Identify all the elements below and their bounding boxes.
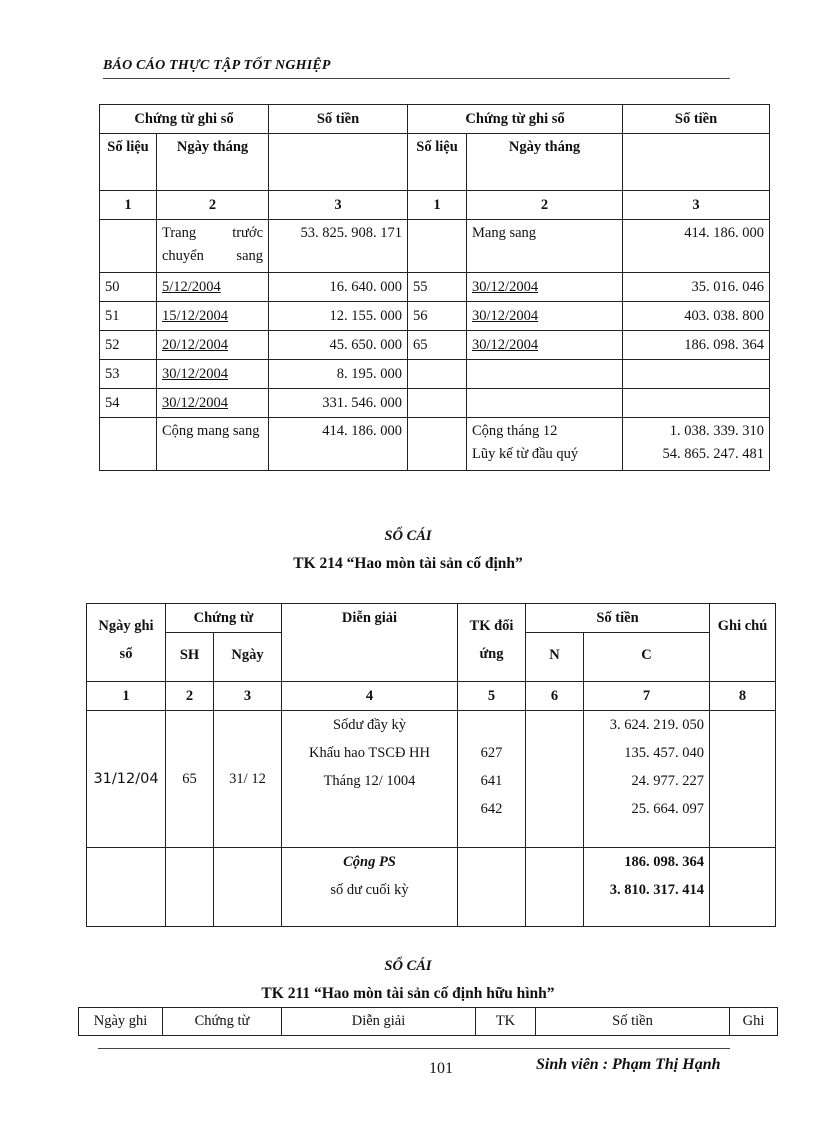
- brought-forward-label: Mang sang: [467, 220, 623, 273]
- voucher-amount: 403. 038. 800: [623, 302, 770, 331]
- table-row: [100, 389, 770, 418]
- report-header-title: BÁO CÁO THỰC TẬP TỐT NGHIỆP: [103, 58, 331, 73]
- header-divider: [103, 78, 730, 79]
- total-amounts: [584, 848, 710, 927]
- voucher-number: 65: [408, 331, 467, 360]
- contra-account: 627: [480, 745, 503, 761]
- carry-forward-label: Trang trước chuyển sang: [157, 220, 269, 273]
- month-label: Tháng 12/ 1004: [323, 773, 416, 789]
- closing-balance-label: số dư cuối kỳ: [330, 882, 409, 898]
- ledger-subtitle: TK 214 “Hao mòn tài sản cố định”: [293, 555, 523, 572]
- table-row: [100, 134, 770, 191]
- index-cell: 1: [87, 682, 166, 711]
- col-header-debit: N: [526, 633, 584, 682]
- voucher-amount: [623, 360, 770, 389]
- voucher-number: 54: [100, 389, 157, 418]
- voucher-number: 53: [100, 360, 157, 389]
- voucher-amount: 331. 546. 000: [269, 389, 408, 418]
- voucher-amount: 16. 640. 000: [269, 273, 408, 302]
- ledger-title: SỔ CÁI: [384, 528, 432, 544]
- carry-over-total-label: Cộng mang sang: [157, 418, 269, 471]
- table-row: [100, 105, 770, 134]
- table-row: [100, 302, 770, 331]
- voucher-number: [408, 360, 467, 389]
- credit-amount: 3. 624. 219. 050: [609, 717, 705, 733]
- opening-balance-label: Sốdư đầy kỳ: [332, 717, 407, 733]
- col-header-number: Số liệu: [100, 134, 157, 191]
- col-header-description: Diễn giải: [282, 1008, 476, 1036]
- voucher-date: 30/12/2004: [467, 331, 623, 360]
- voucher-date: 30/12/2004: [467, 273, 623, 302]
- footer-divider: [98, 1048, 730, 1049]
- voucher-amount: 12. 155. 000: [269, 302, 408, 331]
- voucher-number: 52: [100, 331, 157, 360]
- voucher-amount: 35. 016. 046: [623, 273, 770, 302]
- voucher-number: [408, 389, 467, 418]
- index-cell: 2: [467, 191, 623, 220]
- voucher-number: 55: [408, 273, 467, 302]
- student-name: Sinh viên : Phạm Thị Hạnh: [536, 1056, 721, 1073]
- closing-balance-amount: 3. 810. 317. 414: [609, 882, 705, 898]
- voucher-date: [467, 360, 623, 389]
- col-header-date: Ngày tháng: [157, 134, 269, 191]
- voucher-amount: [623, 389, 770, 418]
- col-header-voucher: Chứng từ ghi sổ: [100, 105, 269, 134]
- voucher-date: 30/12/2004: [157, 389, 269, 418]
- credit-amount: 25. 664. 097: [631, 801, 705, 817]
- col-header-voucher-right: Chứng từ ghi sổ: [408, 105, 623, 134]
- col-header-note: Ghi chú: [710, 604, 776, 682]
- col-header-voucher: Chứng từ: [166, 604, 282, 633]
- entry-day: 31/ 12: [214, 711, 282, 848]
- col-header-description: Diễn giải: [282, 604, 458, 682]
- table-row: [87, 682, 776, 711]
- carry-over-total-amount: 414. 186. 000: [269, 418, 408, 471]
- total-labels: [282, 848, 458, 927]
- table-row: [100, 331, 770, 360]
- col-header-record-date: Ngày ghi sổ: [87, 604, 166, 682]
- voucher-date: [467, 389, 623, 418]
- index-cell: 2: [157, 191, 269, 220]
- voucher-number: 50: [100, 273, 157, 302]
- quarter-cumulative-amount: 54. 865. 247. 481: [662, 446, 765, 462]
- col-header-contra-account: TK đối ứng: [458, 604, 526, 682]
- voucher-table: [99, 104, 770, 471]
- quarter-cumulative-label: Lũy kế từ đầu quý: [472, 446, 579, 462]
- index-cell: 8: [710, 682, 776, 711]
- ledger2-title: SỔ CÁI: [384, 958, 432, 974]
- table-row: [100, 418, 770, 471]
- voucher-date: 20/12/2004: [157, 331, 269, 360]
- entry-description: [282, 711, 458, 848]
- col-header-amount-right: Số tiền: [623, 105, 770, 134]
- index-cell: 5: [458, 682, 526, 711]
- index-cell: 3: [214, 682, 282, 711]
- credit-amount: 24. 977. 227: [631, 773, 705, 789]
- index-cell: 1: [100, 191, 157, 220]
- voucher-date: 5/12/2004: [157, 273, 269, 302]
- col-header-note: Ghi: [730, 1008, 778, 1036]
- index-cell: 3: [269, 191, 408, 220]
- table-row: [79, 1008, 778, 1036]
- col-header-amount: Số tiền: [536, 1008, 730, 1036]
- ledger-211-table: [78, 1007, 778, 1036]
- total-ps-label: Cộng PS: [343, 854, 396, 870]
- ledger2-subtitle: TK 211 “Hao mòn tài sản cố định hữu hình”: [261, 985, 555, 1002]
- table-row: [87, 604, 776, 633]
- brought-forward-amount: 414. 186. 000: [623, 220, 770, 273]
- col-header-record-date: Ngày ghi: [79, 1008, 163, 1036]
- voucher-amount: 186. 098. 364: [623, 331, 770, 360]
- credit-amount: 135. 457. 040: [624, 745, 705, 761]
- col-header-amount: Số tiền: [269, 105, 408, 134]
- carry-forward-amount: 53. 825. 908. 171: [269, 220, 408, 273]
- col-header-sh: SH: [166, 633, 214, 682]
- voucher-amount: 45. 650. 000: [269, 331, 408, 360]
- ledger-214-table: [86, 603, 776, 927]
- col-header-date-right: Ngày tháng: [467, 134, 623, 191]
- col-header-account: TK: [476, 1008, 536, 1036]
- table-row: [87, 848, 776, 927]
- voucher-date: 15/12/2004: [157, 302, 269, 331]
- table-row: [100, 360, 770, 389]
- table-row: [100, 273, 770, 302]
- index-cell: 1: [408, 191, 467, 220]
- table-row: [100, 220, 770, 273]
- entry-date: 31/12/04: [87, 711, 166, 848]
- depreciation-label: Khấu hao TSCĐ HH: [309, 745, 430, 761]
- col-header-day: Ngày: [214, 633, 282, 682]
- month-total-labels: [467, 418, 623, 471]
- col-header-amount: Số tiền: [526, 604, 710, 633]
- voucher-date: 30/12/2004: [157, 360, 269, 389]
- entry-sh: 65: [166, 711, 214, 848]
- col-header-credit: C: [584, 633, 710, 682]
- index-cell: 6: [526, 682, 584, 711]
- index-cell: 7: [584, 682, 710, 711]
- voucher-date: 30/12/2004: [467, 302, 623, 331]
- col-header-number-right: Số liệu: [408, 134, 467, 191]
- entry-credit-amounts: [584, 711, 710, 848]
- index-cell: 2: [166, 682, 214, 711]
- table-row: [87, 711, 776, 848]
- col-header-voucher: Chứng từ: [163, 1008, 282, 1036]
- voucher-amount: 8. 195. 000: [269, 360, 408, 389]
- month-total-amount: 1. 038. 339. 310: [669, 423, 765, 439]
- entry-contra-accounts: [458, 711, 526, 848]
- index-cell: 4: [282, 682, 458, 711]
- page-number: 101: [429, 1060, 453, 1077]
- total-ps-amount: 186. 098. 364: [624, 854, 705, 870]
- index-cell: 3: [623, 191, 770, 220]
- contra-account: 642: [480, 801, 503, 817]
- voucher-number: 56: [408, 302, 467, 331]
- month-total-amounts: [623, 418, 770, 471]
- table-row: [100, 191, 770, 220]
- month-total-label: Cộng tháng 12: [472, 423, 558, 439]
- contra-account: 641: [480, 773, 503, 789]
- voucher-number: 51: [100, 302, 157, 331]
